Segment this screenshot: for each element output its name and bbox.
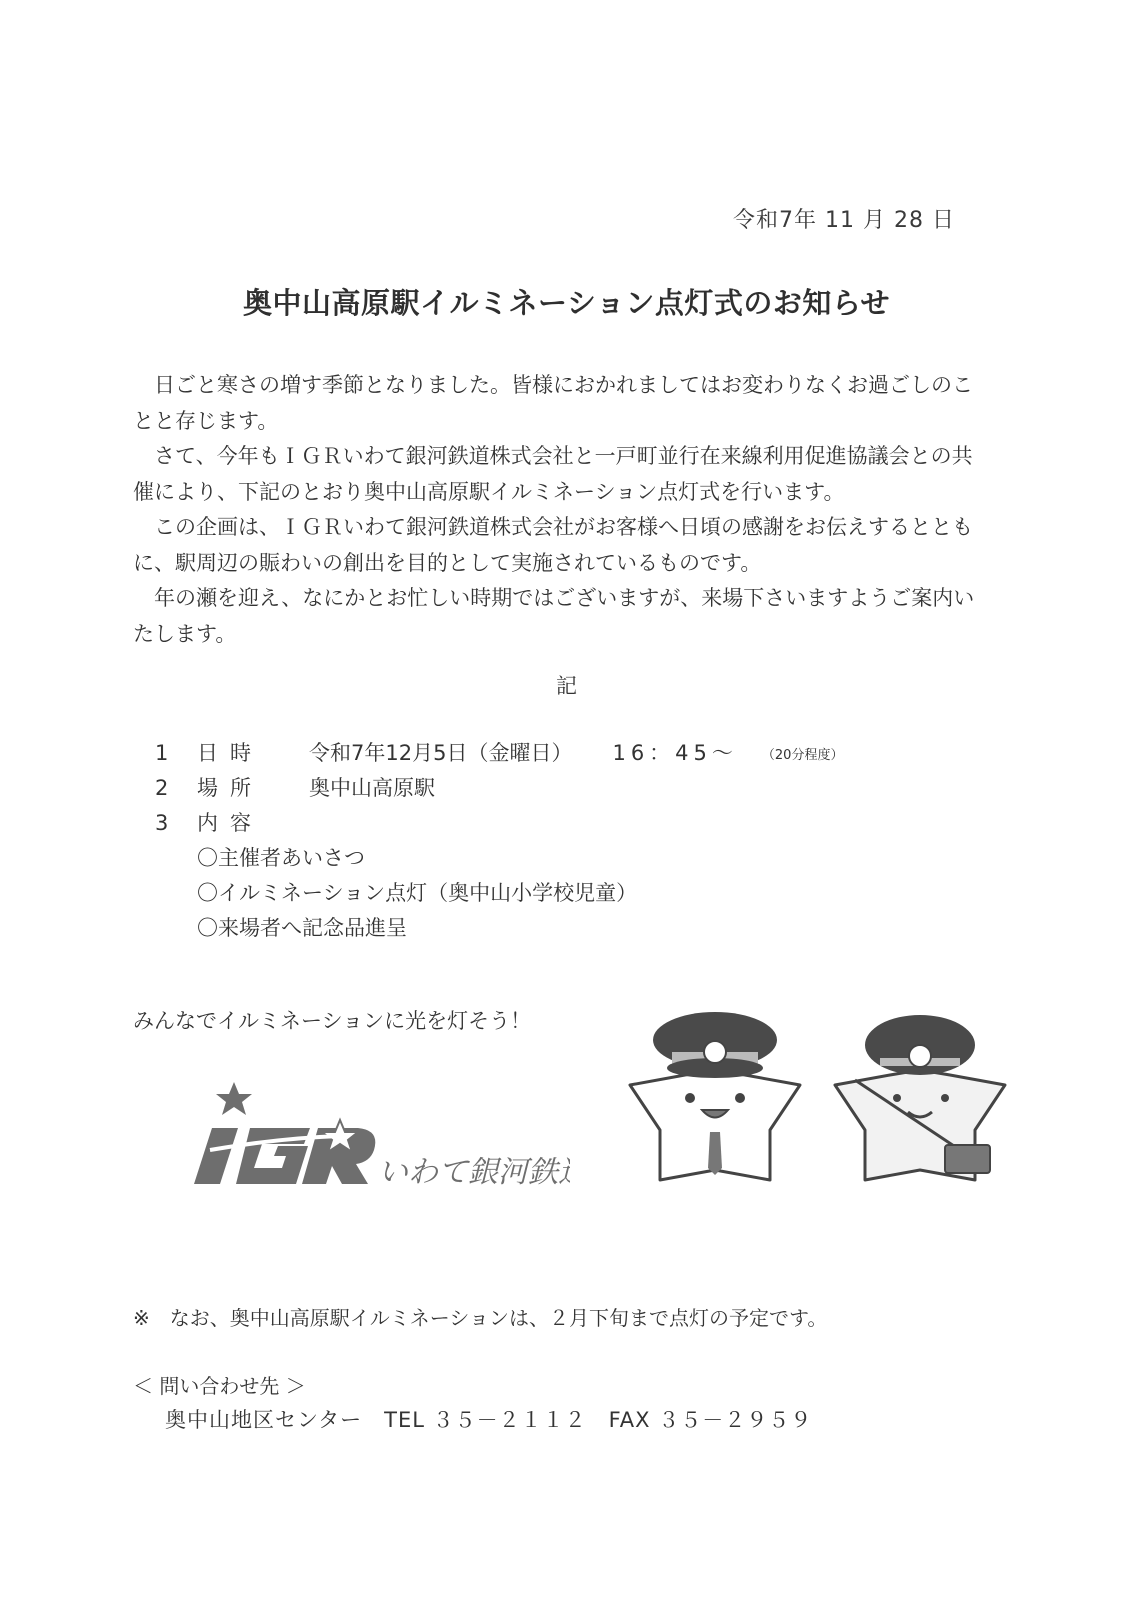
svg-text:いわて銀河鉄道: いわて銀河鉄道 bbox=[378, 1155, 570, 1190]
paragraph-invitation: 年の瀬を迎え、なにかとお忙しい時期ではございますが、来場下さいますようご案内いたします。 bbox=[133, 586, 975, 646]
content-item: 〇来場者へ記念品進呈 bbox=[197, 916, 407, 940]
detail-row-datetime bbox=[155, 736, 843, 771]
detail-time: 16：45～ bbox=[612, 741, 738, 765]
contact-info bbox=[165, 1404, 812, 1434]
igr-logo bbox=[190, 1080, 570, 1190]
contact-name: 奥中山地区センター bbox=[165, 1408, 363, 1432]
detail-number: 2 bbox=[155, 776, 169, 800]
document-date: 令和7年 11 月 28 日 bbox=[733, 208, 955, 233]
mascot-illustration-icon bbox=[590, 1000, 1020, 1200]
content-item: 〇主催者あいさつ bbox=[197, 846, 365, 870]
details-list bbox=[155, 736, 843, 946]
ki-heading: 記 bbox=[556, 674, 577, 698]
contact-fax: FAX ３５－２９５９ bbox=[608, 1408, 813, 1432]
detail-number: 1 bbox=[155, 741, 169, 765]
detail-number: 3 bbox=[155, 811, 169, 835]
igr-logo-icon bbox=[190, 1080, 570, 1190]
mascot-characters bbox=[590, 1000, 1020, 1200]
contact-heading: ＜ 問い合わせ先 ＞ bbox=[133, 1374, 306, 1398]
document-title: 奥中山高原駅イルミネーション点灯式のお知らせ bbox=[243, 286, 890, 320]
detail-label: 場所 bbox=[197, 776, 263, 800]
detail-row-contents bbox=[155, 806, 843, 841]
slogan: みんなでイルミネーションに光を灯そう！ bbox=[133, 1009, 532, 1033]
mascot-girl-icon bbox=[835, 1015, 1005, 1180]
mascot-boy-icon bbox=[630, 1012, 800, 1180]
detail-duration: （20分程度） bbox=[761, 748, 844, 763]
paragraph-greeting: 日ごと寒さの増す季節となりました。皆様におかれましてはお変わりなくお過ごしのことと存じます。 bbox=[133, 373, 973, 433]
footnote: ※ なお、奥中山高原駅イルミネーションは、２月下旬まで点灯の予定です。 bbox=[133, 1306, 828, 1330]
detail-value: 令和7年12月5日（金曜日） bbox=[309, 741, 573, 765]
paragraph-purpose: この企画は、ＩＧＲいわて銀河鉄道株式会社がお客様へ日頃の感謝をお伝えするとともに、駅周辺の賑わいの創出を目的として実施されているものです。 bbox=[133, 515, 973, 575]
paragraph-announcement: さて、今年もＩＧＲいわて銀河鉄道株式会社と一戸町並行在来線利用促進協議会との共催により、下記のとおり奥中山高原駅イルミネーション点灯式を行います。 bbox=[133, 444, 973, 504]
detail-row-place bbox=[155, 771, 843, 806]
detail-value: 奥中山高原駅 bbox=[309, 776, 435, 800]
detail-label: 日時 bbox=[197, 741, 263, 765]
detail-label: 内容 bbox=[197, 811, 263, 835]
content-item: 〇イルミネーション点灯（奥中山小学校児童） bbox=[197, 881, 638, 905]
body-text bbox=[133, 368, 983, 652]
contact-tel: TEL ３５－２１１２ bbox=[384, 1408, 587, 1432]
